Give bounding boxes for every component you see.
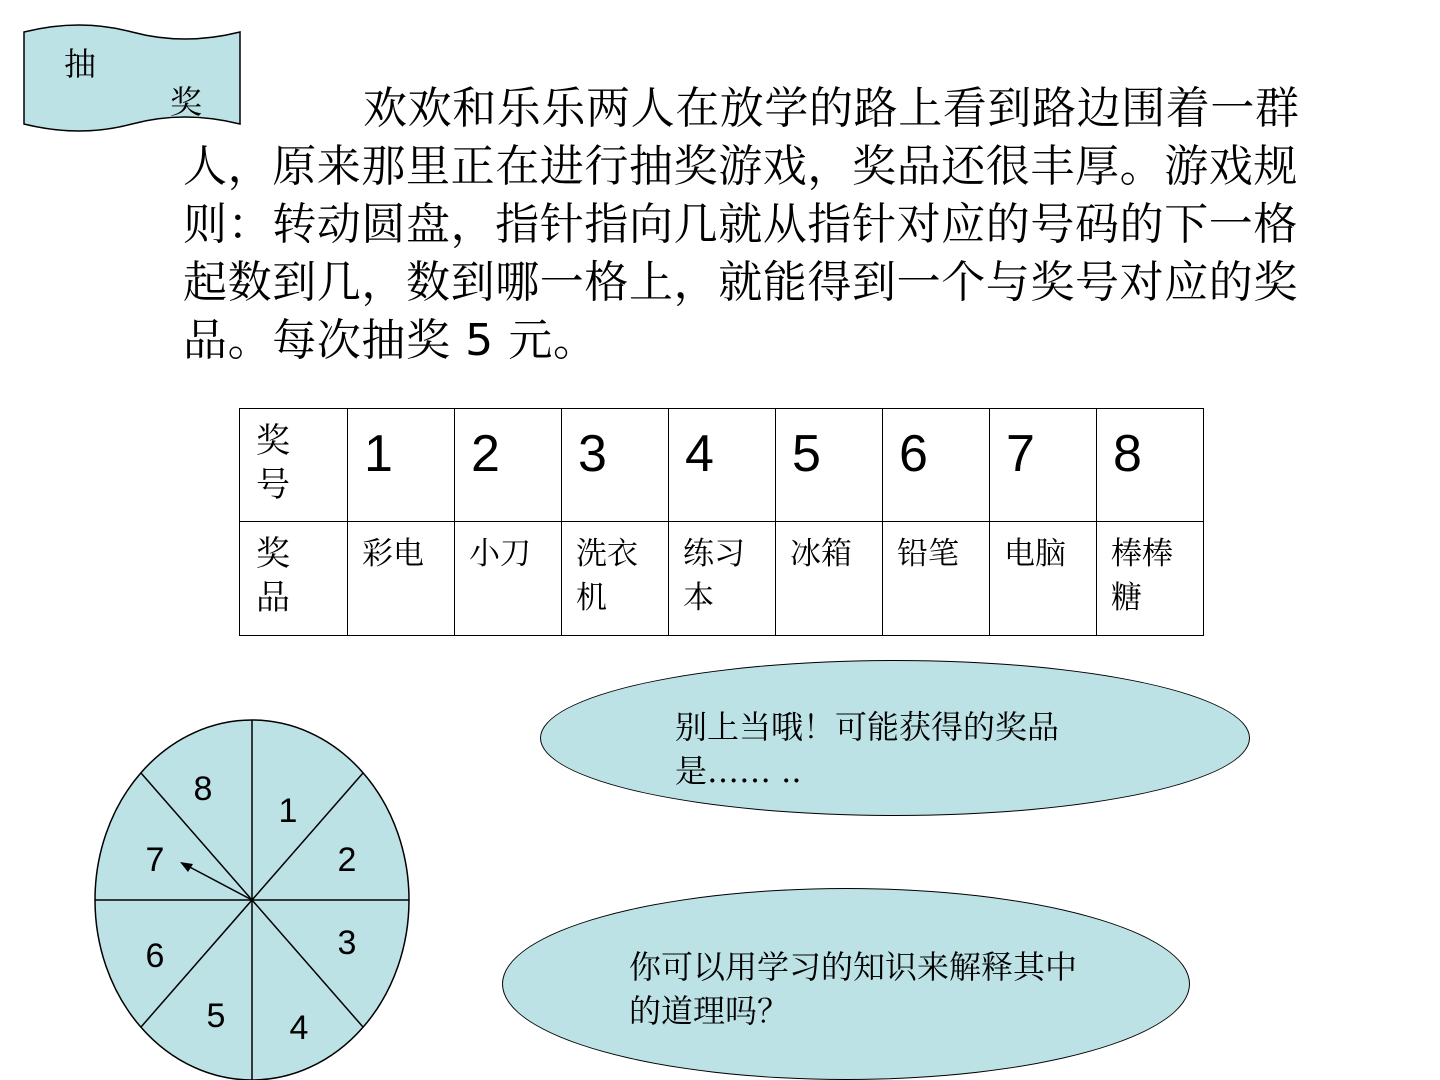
prize-name: 小刀 xyxy=(469,536,531,572)
prize-name: 电脑 xyxy=(1004,536,1066,572)
question-bubble-text: 你可以用学习的知识来解释其中的道理吗？ xyxy=(629,948,1078,1030)
prize-number-cell: 2 xyxy=(455,409,562,522)
prize-name-row xyxy=(240,522,1204,636)
prize-name-header xyxy=(240,522,348,636)
prize-number-cell: 1 xyxy=(348,409,455,522)
hint-bubble xyxy=(540,660,1250,816)
prize-name: 棒棒糖 xyxy=(1111,536,1173,616)
prize-name-cell xyxy=(776,522,883,636)
wheel-number-5: 5 xyxy=(206,997,226,1035)
prize-number-cell: 5 xyxy=(776,409,883,522)
prize-number-header-label: 奖号 xyxy=(256,421,290,505)
prize-name: 练习本 xyxy=(683,536,745,616)
wheel-number-4: 4 xyxy=(289,1009,309,1047)
wheel-number-3: 3 xyxy=(337,924,357,962)
banner-char-2: 奖 xyxy=(170,83,203,121)
wheel-number-1: 1 xyxy=(278,792,298,830)
prize-name-cell xyxy=(1097,522,1204,636)
wheel-number-2: 2 xyxy=(337,841,357,879)
prize-number-cell: 3 xyxy=(562,409,669,522)
wheel-number-7: 7 xyxy=(145,841,165,879)
prize-name-cell xyxy=(562,522,669,636)
prize-name-cell xyxy=(883,522,990,636)
prize-name-cell xyxy=(455,522,562,636)
prize-number-row xyxy=(240,409,1204,522)
prize-name: 彩电 xyxy=(362,536,424,572)
hint-bubble-text: 别上当哦！可能获得的奖品是…… .. xyxy=(675,708,1060,790)
spinner-wheel xyxy=(92,718,412,1080)
prize-name: 冰箱 xyxy=(790,536,852,572)
prize-number-header xyxy=(240,409,348,522)
question-bubble xyxy=(502,888,1190,1080)
prize-number-cell: 8 xyxy=(1097,409,1204,522)
prize-name: 洗衣机 xyxy=(576,536,638,616)
prize-name: 铅笔 xyxy=(897,536,959,572)
prize-table xyxy=(239,408,1204,636)
prize-name-cell xyxy=(669,522,776,636)
banner-char-1: 抽 xyxy=(64,45,97,83)
prize-name-cell xyxy=(348,522,455,636)
prize-number-cell: 6 xyxy=(883,409,990,522)
prize-name-cell xyxy=(990,522,1097,636)
prize-name-header-label: 奖品 xyxy=(256,534,290,618)
prize-number-cell: 7 xyxy=(990,409,1097,522)
wheel-number-6: 6 xyxy=(145,937,165,975)
wheel-number-8: 8 xyxy=(193,770,213,808)
prize-number-cell: 4 xyxy=(669,409,776,522)
story-paragraph: 欢欢和乐乐两人在放学的路上看到路边围着一群人，原来那里正在进行抽奖游戏，奖品还很丰厚。游戏规则：转动圆盘，指针指向几就从指针对应的号码的下一格起数到几，数到哪一格上，就能得到一个与奖号对应的奖品。每次抽奖 5 元。 xyxy=(183,83,1300,366)
